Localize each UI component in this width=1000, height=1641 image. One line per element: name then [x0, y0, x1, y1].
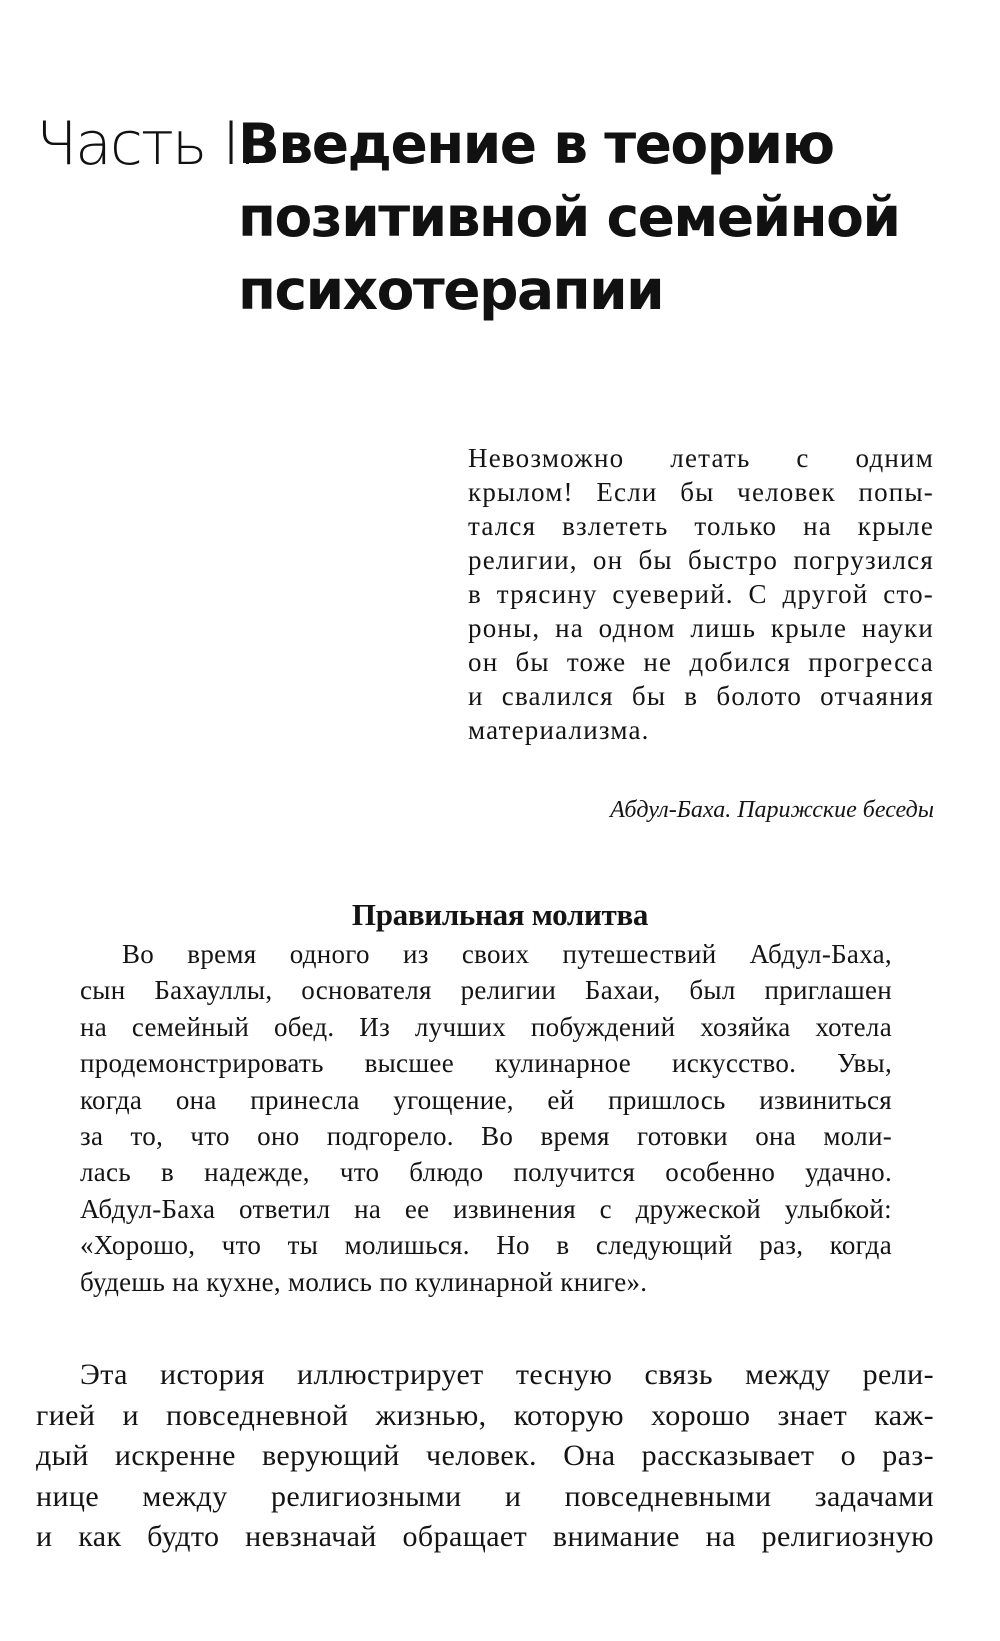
epigraph-line: религии, он бы быстро погрузился: [468, 545, 934, 575]
epigraph-source: Абдул-Баха. Парижские беседы: [610, 797, 934, 823]
body-line: Эта история иллюстрирует тесную связь между рели-: [80, 1358, 934, 1391]
body-line: гией и повседневной жизнью, которую хорошо знает каж-: [36, 1398, 934, 1432]
story-line: на семейный обед. Из лучших побуждений хозяйка хотела: [80, 1011, 892, 1042]
epigraph: [468, 441, 934, 747]
story-line: продемонстрировать высшее кулинарное искусство. Увы,: [80, 1048, 892, 1079]
chapter-title-line: психотерапии: [238, 258, 664, 322]
epigraph-line: тался взлететь только на крыле: [468, 511, 934, 541]
epigraph-line: роны, на одном лишь крыле науки: [468, 613, 934, 643]
chapter-title-line: Введение в теорию: [238, 112, 834, 176]
epigraph-line: в трясину суеверий. С другой сто-: [468, 579, 934, 609]
section-heading: Правильная молитва: [351, 897, 649, 932]
epigraph-line: и свалился бы в болото отчаяния: [468, 681, 934, 711]
body-line: и как будто невзначай обращает внимание на религиозную: [36, 1520, 934, 1553]
chapter-number: Часть I.: [36, 109, 256, 179]
chapter-title-line: позитивной семейной: [238, 185, 900, 249]
body-line: дый искренне верующий человек. Она рассказывает о раз-: [36, 1439, 934, 1472]
story-line: когда она принесла угощение, ей пришлось извиниться: [80, 1084, 892, 1115]
story-line: «Хорошо, что ты молишься. Но в следующий раз, когда: [80, 1230, 892, 1261]
story-line: Абдул-Баха ответил на ее извинения с дружеской улыбкой:: [80, 1193, 892, 1224]
epigraph-line: он бы тоже не добился прогресса: [468, 647, 934, 677]
epigraph-line: материализма.: [468, 715, 650, 745]
story-line: сын Бахауллы, основателя религии Бахаи, был приглашен: [80, 975, 892, 1006]
story-line: за то, что оно подгорело. Во время готовки она моли-: [80, 1121, 892, 1152]
epigraph-line: крылом! Если бы человек попы-: [468, 477, 934, 507]
body-paragraph: [36, 1355, 934, 1558]
body-line: нице между религиозными и повседневными задачами: [36, 1479, 934, 1513]
chapter-title: [238, 108, 978, 327]
story-line: Во время одного из своих путешествий Абдул-Баха,: [122, 939, 892, 969]
story-line: будешь на кухне, молись по кулинарной книге».: [80, 1266, 648, 1297]
story-paragraph: [80, 936, 892, 1300]
epigraph-line: Невозможно летать с одним: [468, 443, 934, 473]
story-line: лась в надежде, что блюдо получится особенно удачно.: [80, 1157, 892, 1188]
